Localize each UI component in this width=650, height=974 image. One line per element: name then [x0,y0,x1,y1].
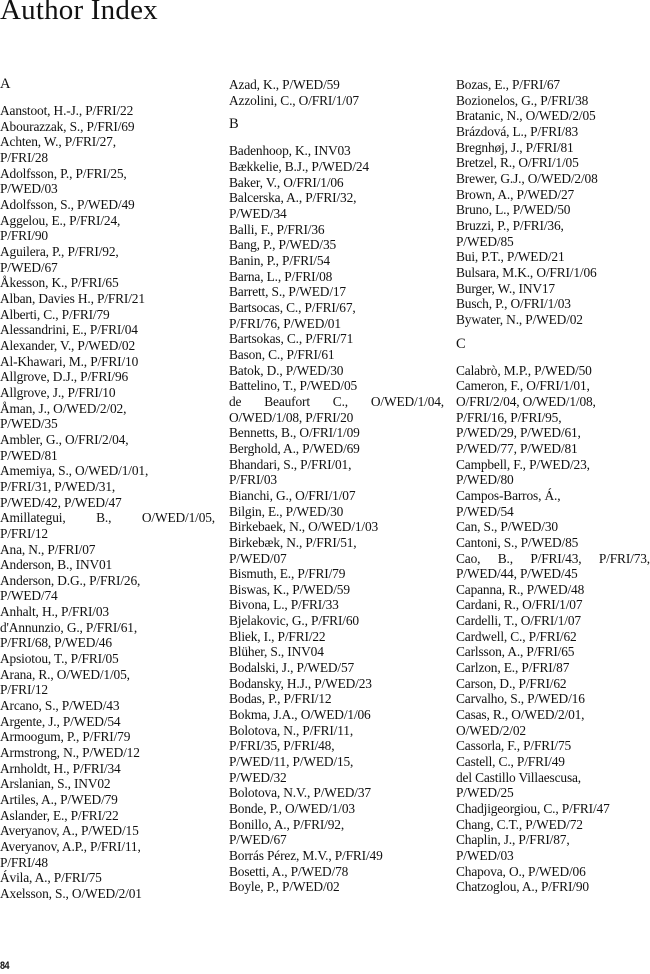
index-entry-line: Can, S., P/WED/30 [456,519,558,535]
index-entry [456,171,650,187]
index-entry-line: P/FRI/90 [0,228,48,244]
index-entry [456,187,650,203]
index-entry [229,253,444,269]
index-entry [0,432,215,463]
index-entry-line: Cassorla, F., P/FRI/75 [456,738,572,754]
index-entry-line: Bretzel, R., O/FRI/1/05 [456,155,579,171]
index-entry [456,108,650,124]
index-entry-line: Carvalho, S., P/WED/16 [456,691,585,707]
index-entry-line: Bozionelos, G., P/FRI/38 [456,92,589,108]
index-entry [456,218,650,249]
index-entry-line: Birkebaek, N., O/WED/1/03 [229,519,379,535]
index-entry-line: Bismuth, E., P/FRI/79 [229,566,346,582]
index-entry-line: P/WED/67 [0,259,58,275]
index-entry [456,312,650,328]
index-entry-line: Åkesson, K., P/FRI/65 [0,275,119,291]
index-entry [229,363,444,379]
index-entry [229,660,444,676]
index-entry-line: P/FRI/28 [0,150,48,166]
index-entry-line: Cao, B., P/FRI/43, P/FRI/73, [456,550,650,566]
index-entry-line: Chadjigeorgiou, C., P/FRI/47 [456,801,610,817]
index-entry-line: Bozas, E., P/FRI/67 [456,77,560,92]
index-entry-line: Brázdová, L., P/FRI/83 [456,123,579,139]
index-entry-line: Battelino, T., P/WED/05 [229,378,358,394]
index-entry-line: Al-Khawari, M., P/FRI/10 [0,353,139,369]
index-entry-line: Balli, F., P/FRI/36 [229,221,325,237]
index-entry [229,629,444,645]
index-entry-line: Averyanov, A.P., P/FRI/11, [0,838,141,854]
index-entry-line: Averyanov, A., P/WED/15 [0,823,139,839]
index-entry-line: Cardelli, T., O/FRI/1/07 [456,613,581,629]
index-entry [456,660,650,676]
index-entry-line: Axelsson, S., O/WED/2/01 [0,885,142,901]
index-column-3 [456,77,650,895]
index-entry [456,864,650,880]
index-entry-line: Bonde, P., O/WED/1/03 [229,801,355,817]
index-entry [0,401,215,432]
index-entry-line: Adolfsson, S., P/WED/49 [0,197,135,213]
index-entry [456,754,650,770]
index-entry-line: P/FRI/16, P/FRI/95, [456,409,562,425]
index-entry [0,714,215,730]
index-entry-line: P/WED/34 [229,206,287,222]
index-entry [229,347,444,363]
index-entry-line: Chatzoglou, A., P/FRI/90 [456,879,589,895]
index-entry [229,425,444,441]
page-number: 84 [0,960,10,972]
index-entry [229,864,444,880]
index-entry [456,879,650,895]
index-entry [229,378,444,394]
index-entry [456,707,650,738]
index-entry [0,369,215,385]
index-entry-line: Anderson, D.G., P/FRI/26, [0,572,141,588]
index-entry [0,839,215,870]
index-entry [456,124,650,140]
index-entry [229,644,444,660]
index-entry [0,134,215,165]
index-entry-line: P/WED/32 [229,769,287,785]
index-entry-line: Bregnhøj, J., P/FRI/81 [456,139,574,155]
index-entry-line: Arnholdt, H., P/FRI/34 [0,760,121,776]
index-entry-line: Berghold, A., P/WED/69 [229,440,360,456]
index-entry [0,197,215,213]
index-entry-line: Aanstoot, H.-J., P/FRI/22 [0,103,134,119]
index-entry-line: Bywater, N., P/WED/02 [456,311,583,327]
index-entry-line: Åman, J., O/WED/2/02, [0,400,127,416]
index-entry-line: Bodansky, H.J., P/WED/23 [229,675,372,691]
index-entry-line: Capanna, R., P/WED/48 [456,581,585,597]
index-entry-line: Batok, D., P/WED/30 [229,362,344,378]
index-entry [229,488,444,504]
index-entry [456,155,650,171]
index-entry-line: P/WED/54 [456,503,514,519]
index-entry-line: Aggelou, E., P/FRI/24, [0,212,121,228]
index-entry-line: Burger, W., INV17 [456,280,555,296]
index-entry-line: Busch, P., O/FRI/1/03 [456,296,571,312]
index-entry [0,510,215,541]
index-entry [229,723,444,786]
index-entry-line: O/WED/2/02 [456,722,526,738]
index-entry [229,535,444,566]
index-entry-line: Calabrò, M.P., P/WED/50 [456,362,592,378]
index-entry-line: P/WED/81 [0,447,58,463]
index-entry [0,604,215,620]
index-entry [229,441,444,457]
index-entry-line: Bokma, J.A., O/WED/1/06 [229,707,371,723]
index-entry [0,729,215,745]
index-entry [229,676,444,692]
index-entry [229,707,444,723]
index-entry [229,331,444,347]
index-entry [456,93,650,109]
index-entry-line: Anhalt, H., P/FRI/03 [0,604,109,620]
index-entry [0,792,215,808]
index-entry-line: Carlsson, A., P/FRI/65 [456,644,575,660]
index-entry [0,573,215,604]
index-entry [0,651,215,667]
index-entry [0,166,215,197]
index-entry-line: Alessandrini, E., P/FRI/04 [0,322,138,338]
index-entry [0,291,215,307]
index-entry-line: Cardani, R., O/FRI/1/07 [456,597,583,613]
index-entry-line: Bivona, L., P/FRI/33 [229,597,339,613]
index-entry-line: Brown, A., P/WED/27 [456,186,575,202]
index-entry [229,394,444,425]
index-entry-line: Bjelakovic, G., P/FRI/60 [229,613,359,629]
index-entry [0,244,215,275]
index-entry [0,213,215,244]
index-entry-line: Cardwell, C., P/FRI/62 [456,628,577,644]
index-entry-line: Campos-Barros, Á., [456,487,561,503]
index-entry-line: P/WED/35 [0,416,58,432]
index-entry [229,284,444,300]
index-entry-line: Ávila, A., P/FRI/75 [0,870,102,886]
index-entry-line: Amemiya, S., O/WED/1/01, [0,463,149,479]
index-entry-line: O/WED/1/08, P/FRI/20 [229,409,354,425]
index-entry [229,93,444,109]
index-entry-line: del Castillo Villaescusa, [456,769,581,785]
index-entry-line: Campbell, F., P/WED/23, [456,456,590,472]
index-entry [456,644,650,660]
index-entry-line: Borrás Pérez, M.V., P/FRI/49 [229,847,383,863]
section-letter: A [0,76,11,92]
index-entry-line: Alberti, C., P/FRI/79 [0,306,110,322]
index-entry-line: P/WED/80 [456,472,514,488]
index-entry [456,378,650,456]
index-entry [0,354,215,370]
index-entry [0,620,215,651]
index-entry-line: P/WED/03 [0,181,58,197]
index-entry-line: P/WED/74 [0,588,58,604]
index-entry [229,613,444,629]
index-entry [229,143,444,159]
index-entry-line: Chang, C.T., P/WED/72 [456,816,583,832]
index-entry-line: Aslander, E., P/FRI/22 [0,807,119,823]
index-entry-line: Bang, P., P/WED/35 [229,237,337,253]
index-entry-line: Carson, D., P/FRI/62 [456,675,567,691]
index-entry [456,363,650,379]
index-entry-line: d'Annunzio, G., P/FRI/61, [0,619,138,635]
index-entry-line: P/FRI/76, P/WED/01 [229,315,341,331]
index-entry [0,542,215,558]
index-entry [229,77,444,93]
index-entry-line: Bosetti, A., P/WED/78 [229,863,349,879]
index-entry [456,535,650,551]
index-entry-line: Anderson, B., INV01 [0,557,113,573]
index-entry-line: de Beaufort C., O/WED/1/04, [229,393,444,409]
index-entry [456,457,650,488]
index-entry [0,667,215,698]
index-entry-line: Bianchi, G., O/FRI/1/07 [229,487,356,503]
index-entry-line: Castell, C., P/FRI/49 [456,754,565,770]
index-entry [456,676,650,692]
section-letter: C [456,335,466,352]
index-entry-line: Allgrove, J., P/FRI/10 [0,384,116,400]
index-entry [0,886,215,902]
index-entry [0,823,215,839]
index-entry-line: Ana, N., P/FRI/07 [0,541,96,557]
index-entry-line: Badenhoop, K., INV03 [229,143,351,159]
index-entry-line: Chaplin, J., P/FRI/87, [456,832,570,848]
index-entry [229,175,444,191]
index-entry-line: P/FRI/03 [229,472,277,488]
index-entry-line: Baker, V., O/FRI/1/06 [229,174,344,190]
index-entry-line: Alexander, V., P/WED/02 [0,337,135,353]
index-entry-line: Bruno, L., P/WED/50 [456,202,571,218]
index-entry-line: Artiles, A., P/WED/79 [0,792,118,808]
index-entry-line: Alban, Davies H., P/FRI/21 [0,291,145,307]
index-entry [456,202,650,218]
index-entry [456,613,650,629]
index-entry [0,557,215,573]
index-column-2 [229,77,444,895]
index-entry-line: Bhandari, S., P/FRI/01, [229,456,352,472]
index-entry-line: Bulsara, M.K., O/FRI/1/06 [456,264,597,280]
index-entry [229,300,444,331]
index-entry-line: Azzolini, C., O/FRI/1/07 [229,92,359,108]
index-entry [229,519,444,535]
index-entry-line: Arcano, S., P/WED/43 [0,698,120,714]
index-entry [229,269,444,285]
index-entry [229,159,444,175]
index-entry [456,691,650,707]
index-entry-line: Bækkelie, B.J., P/WED/24 [229,159,369,175]
index-entry-line: Bartsocas, C., P/FRI/67, [229,300,356,316]
index-entry-line: Birkebæk, N., P/FRI/51, [229,534,357,550]
index-entry-line: P/FRI/12 [0,525,48,541]
index-entry-line: Adolfsson, P., P/FRI/25, [0,165,127,181]
index-entry [456,738,650,754]
index-entry-line: Abourazzak, S., P/FRI/69 [0,118,135,134]
index-entry [0,463,215,510]
index-entry [0,745,215,761]
index-entry [456,597,650,613]
index-entry [456,77,650,93]
index-entry [229,785,444,801]
index-entry [456,770,650,801]
index-entry [456,488,650,519]
index-entry-line: Argente, J., P/WED/54 [0,713,121,729]
index-entry [0,119,215,135]
index-entry-line: Bruzzi, P., P/FRI/36, [456,217,564,233]
index-entry-line: Arana, R., O/WED/1/05, [0,666,130,682]
index-entry-line: Brewer, G.J., O/WED/2/08 [456,170,598,186]
index-entry-line: Banin, P., P/FRI/54 [229,253,330,269]
index-entry [456,629,650,645]
index-entry [229,504,444,520]
index-entry-line: P/WED/44, P/WED/45 [456,566,578,582]
index-entry-line: Allgrove, D.J., P/FRI/96 [0,369,129,385]
index-entry-line: Bonillo, A., P/FRI/92, [229,816,345,832]
index-entry-line: Amillategui, B., O/WED/1/05, [0,510,215,526]
index-entry-line: Balcerska, A., P/FRI/32, [229,190,357,206]
index-entry-line: Biswas, K., P/WED/59 [229,581,350,597]
index-entry [229,457,444,488]
index-entry-line: Achten, W., P/FRI/27, [0,134,116,150]
index-entry-line: Bilgin, E., P/WED/30 [229,503,344,519]
index-entry [0,808,215,824]
index-entry-line: Casas, R., O/WED/2/01, [456,707,585,723]
index-entry-line: P/WED/25 [456,785,514,801]
index-entry-line: P/FRI/35, P/FRI/48, [229,738,335,754]
index-entry-line: Bennetts, B., O/FRI/1/09 [229,425,360,441]
index-entry-line: Bodas, P., P/FRI/12 [229,691,332,707]
index-entry [229,237,444,253]
index-entry [229,190,444,221]
section-letter: B [229,116,239,133]
page-title: Author Index [0,0,158,26]
index-entry [0,385,215,401]
index-entry-line: P/WED/03 [456,847,514,863]
index-entry [0,275,215,291]
index-entry [456,582,650,598]
index-entry [0,870,215,886]
index-entry [456,832,650,863]
index-entry-line: P/WED/42, P/WED/47 [0,494,122,510]
index-entry-line: O/FRI/2/04, O/WED/1/08, [456,393,596,409]
index-entry-line: P/FRI/31, P/WED/31, [0,478,116,494]
index-column-1 [0,77,215,902]
index-entry [0,103,215,119]
index-entry-line: Barna, L., P/FRI/08 [229,268,333,284]
index-entry-line: Bodalski, J., P/WED/57 [229,660,355,676]
index-entry [456,551,650,582]
index-entry-line: P/WED/67 [229,832,287,848]
index-entry [0,338,215,354]
index-entry-line: Boyle, P., P/WED/02 [229,879,340,895]
index-entry-line: Azad, K., P/WED/59 [229,77,340,92]
index-entry-line: P/WED/07 [229,550,287,566]
index-entry-line: P/WED/85 [456,233,514,249]
index-entry-line: Bason, C., P/FRI/61 [229,346,335,362]
index-entry-line: Ambler, G., O/FRI/2/04, [0,431,129,447]
index-entry-line: P/FRI/12 [0,682,48,698]
index-entry-line: Cameron, F., O/FRI/1/01, [456,378,590,394]
index-entry [229,801,444,817]
index-entry-line: Arslanian, S., INV02 [0,776,111,792]
index-entry-line: Bui, P.T., P/WED/21 [456,249,565,265]
index-entry-line: Bartsokas, C., P/FRI/71 [229,331,354,347]
index-entry [456,140,650,156]
index-entry [229,848,444,864]
index-entry [0,307,215,323]
index-entry-line: Barrett, S., P/WED/17 [229,284,346,300]
index-entry-line: Bratanic, N., O/WED/2/05 [456,108,596,124]
index-entry-line: Aguilera, P., P/FRI/92, [0,244,119,260]
index-entry-line: P/WED/11, P/WED/15, [229,754,354,770]
index-entry-line: Blüher, S., INV04 [229,644,324,660]
index-entry [456,296,650,312]
index-entry-line: P/FRI/68, P/WED/46 [0,635,112,651]
index-entry [229,566,444,582]
index-entry [229,817,444,848]
index-entry-line: Bliek, I., P/FRI/22 [229,628,326,644]
index-entry [456,519,650,535]
index-entry [229,222,444,238]
index-entry-line: Cantoni, S., P/WED/85 [456,534,579,550]
index-entry-line: Chapova, O., P/WED/06 [456,863,586,879]
index-entry-line: Apsiotou, T., P/FRI/05 [0,651,119,667]
index-entry [229,879,444,895]
index-entry [456,801,650,817]
index-entry [0,776,215,792]
index-entry-line: P/FRI/48 [0,854,48,870]
index-entry-line: Armoogum, P., P/FRI/79 [0,729,131,745]
index-entry [229,582,444,598]
index-entry-line: Carlzon, E., P/FRI/87 [456,660,570,676]
index-entry [456,249,650,265]
index-entry-line: Bolotova, N.V., P/WED/37 [229,785,371,801]
index-entry [0,322,215,338]
index-entry [0,698,215,714]
index-entry [456,817,650,833]
index-entry-line: Armstrong, N., P/WED/12 [0,745,140,761]
index-entry [229,597,444,613]
index-entry [0,761,215,777]
index-entry-line: P/WED/29, P/WED/61, [456,425,581,441]
index-entry-line: Bolotova, N., P/FRI/11, [229,722,354,738]
index-entry [456,265,650,281]
index-entry [456,281,650,297]
index-entry [229,691,444,707]
index-entry-line: P/WED/77, P/WED/81 [456,440,578,456]
